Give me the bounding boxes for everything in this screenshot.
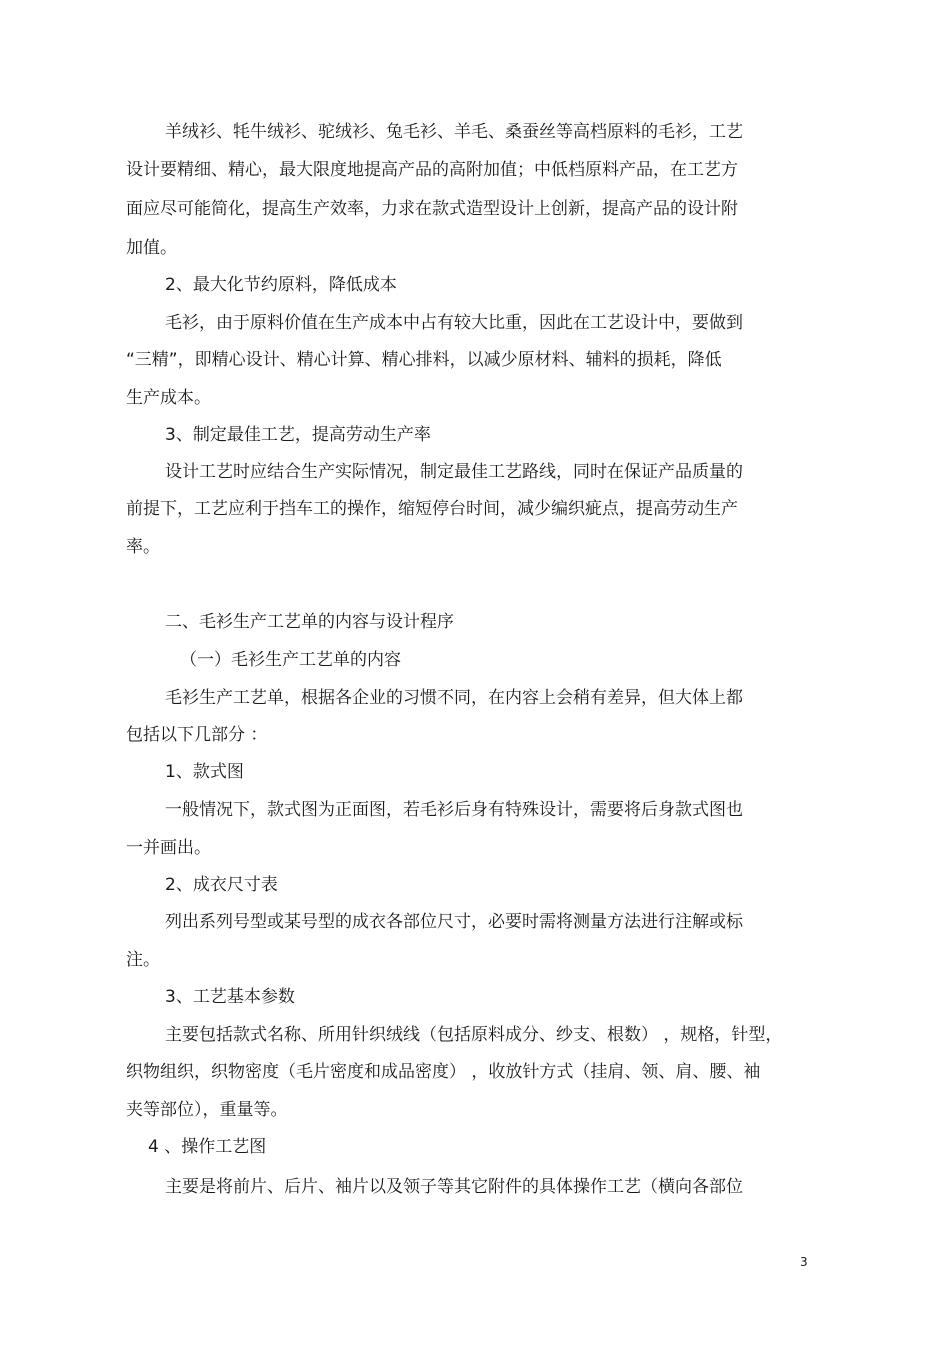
paragraph-line: 夹等部位），重量等。 [126, 1100, 288, 1120]
section-heading: 2、成衣尺寸表 [165, 875, 278, 895]
paragraph-line: 面应尽可能简化，提高生产效率，力求在款式造型设计上创新，提高产品的设计附 [126, 199, 738, 219]
paragraph-line: 前提下，工艺应利于挡车工的操作，缩短停台时间，减少编织疵点，提高劳动生产 [126, 499, 738, 519]
paragraph-line: 主要包括款式名称、所用针织绒线（包括原料成分、纱支、根数） ，规格，针型， [165, 1025, 783, 1045]
paragraph-line: 主要是将前片、后片、袖片以及领子等其它附件的具体操作工艺（横向各部位 [165, 1177, 743, 1197]
paragraph-line: “三精”，即精心设计、精心计算、精心排料，以减少原材料、辅料的损耗，降低 [126, 350, 722, 370]
section-heading: 1、款式图 [165, 762, 244, 782]
paragraph-line: 毛衫生产工艺单，根据各企业的习惯不同，在内容上会稍有差异，但大体上都 [165, 688, 743, 708]
section-heading: 4 、操作工艺图 [148, 1137, 267, 1157]
section-heading: 2、最大化节约原料，降低成本 [165, 275, 397, 295]
paragraph-line: 生产成本。 [126, 388, 211, 408]
paragraph-line: 一般情况下，款式图为正面图，若毛衫后身有特殊设计，需要将后身款式图也 [165, 800, 743, 820]
chapter-heading: 二、毛衫生产工艺单的内容与设计程序 [165, 612, 454, 632]
page-number: 3 [800, 1255, 808, 1269]
paragraph-line: 注。 [126, 950, 160, 970]
paragraph-line: 一并画出。 [126, 838, 211, 858]
section-heading: 3、工艺基本参数 [165, 987, 295, 1007]
paragraph-line: 加值。 [126, 238, 177, 258]
paragraph-line: 率。 [126, 537, 160, 557]
section-heading: 3、制定最佳工艺，提高劳动生产率 [165, 425, 431, 445]
paragraph-line: 列出系列号型或某号型的成衣各部位尺寸，必要时需将测量方法进行注解或标 [165, 912, 743, 932]
paragraph-line: 设计要精细、精心，最大限度地提高产品的高附加值；中低档原料产品，在工艺方 [126, 160, 738, 180]
subsection-heading: （一）毛衫生产工艺单的内容 [180, 650, 401, 670]
paragraph-line: 织物组织，织物密度（毛片密度和成品密度） ，收放针方式（挂肩、领、肩、腰、袖 [126, 1062, 761, 1082]
paragraph-line: 羊绒衫、牦牛绒衫、驼绒衫、兔毛衫、羊毛、桑蚕丝等高档原料的毛衫，工艺 [165, 122, 743, 142]
paragraph-line: 设计工艺时应结合生产实际情况，制定最佳工艺路线，同时在保证产品质量的 [165, 462, 743, 482]
paragraph-line: 毛衫，由于原料价值在生产成本中占有较大比重，因此在工艺设计中，要做到 [165, 313, 743, 333]
paragraph-line: 包括以下几部分 ： [126, 725, 268, 745]
